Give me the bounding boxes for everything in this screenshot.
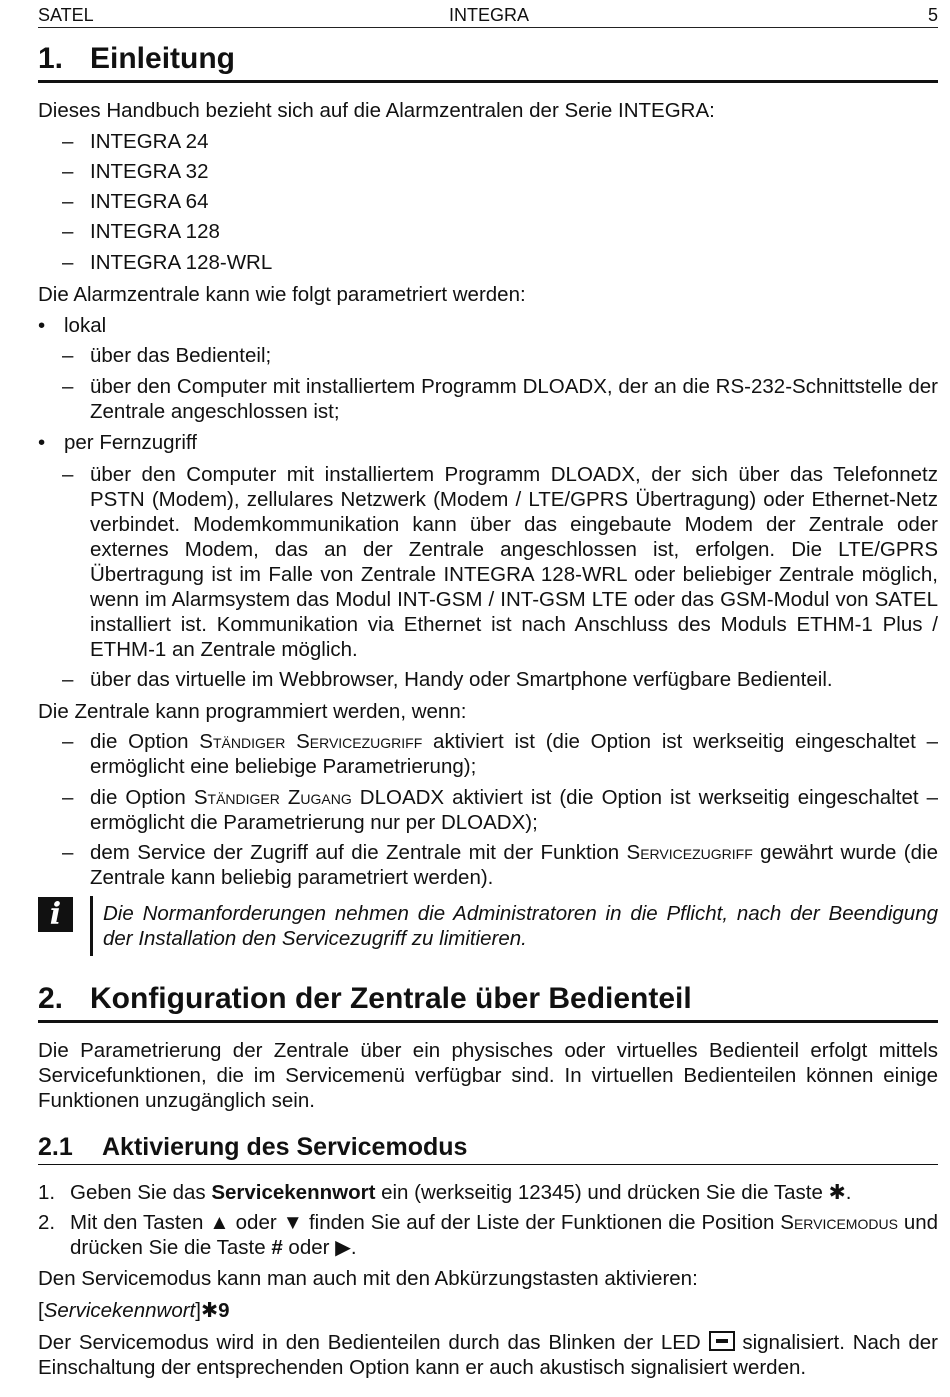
step-number: 1. xyxy=(38,1181,56,1204)
section-2-1-heading xyxy=(38,1132,938,1165)
section-number: 1. xyxy=(38,42,64,75)
led-paragraph: Der Servicemodus wird in den Bedienteilen durch das Blinken der LED signalisiert. Nach der Einschaltung der entsprechenden Option kann er auch akustisch signalisiert werden. xyxy=(38,1331,938,1379)
arrow-down-icon: ▼ xyxy=(282,1211,304,1234)
service-led-icon xyxy=(709,1331,735,1351)
list-item: die Option Ständiger Servicezugriff aktiviert ist (die Option ist werkseitig eingeschaltet – ermöglicht eine beliebige Parametrierung); xyxy=(90,730,938,778)
shortcut-sequence: [Servicekennwort]✱9 xyxy=(38,1299,230,1322)
param-intro: Die Alarmzentrale kann wie folgt parametriert werden: xyxy=(38,283,526,306)
page-header xyxy=(38,5,938,28)
step-2: Mit den Tasten ▲ oder ▼ finden Sie auf der Liste der Funktionen die Position Servicemodus und drücken Sie die Taste # oder ▶. xyxy=(70,1211,939,1259)
list-item: die Option Ständiger Zugang DLOADX aktiviert ist (die Option ist werkseitig eingeschaltet – ermöglicht die Parametrierung nur per DLOADX); xyxy=(90,786,938,834)
section-title: Konfiguration der Zentrale über Bedienteil xyxy=(90,982,692,1015)
section-number: 2. xyxy=(38,982,64,1015)
hash-key-icon: # xyxy=(271,1236,283,1259)
section-2-paragraph: Die Parametrierung der Zentrale über ein physisches oder virtuelles Bedienteil erfolgt mittels Servicefunktionen, die im Servicemenü verfügbar sind. In virtuellen Bedienteilen können einige Funktionen unzugänglich sein. xyxy=(38,1039,938,1112)
info-icon: i xyxy=(38,897,73,932)
list-item: über den Computer mit installiertem Programm DLOADX, der sich über das Telefonnetz PSTN (Modem), zellulares Netzwerk (Modem / LTE/GPRS Übertragung) oder Ethernet-Netz verbindet. Modemkommunikation kann über das eingebaute Modem der Zentrale oder externes Modem, das an der Zentrale angeschlossen ist, erfolgen. Die LTE/GPRS Übertragung ist im Falle von Zentrale INTEGRA 128-WRL oder beliebiger Zentrale möglich, wenn im Alarmsystem das Modul INT-GSM / INT-GSM LTE oder das GSM-Modul von SATEL installiert ist. Kommunikation via Ethernet ist nach Anschluss des Moduls ETHM-1 Plus / ETHM-1 an Zentrale möglich. xyxy=(90,463,938,661)
arrow-up-icon: ▲ xyxy=(209,1211,230,1234)
section-number: 2.1 xyxy=(38,1133,73,1161)
note-divider xyxy=(90,896,93,956)
bullet-local: lokal xyxy=(64,314,107,337)
section-1-heading xyxy=(38,42,938,83)
header-brand: SATEL xyxy=(38,5,94,25)
list-item: INTEGRA 128 xyxy=(90,220,220,243)
prog-intro: Die Zentrale kann programmiert werden, wenn: xyxy=(38,700,467,723)
list-item: INTEGRA 128-WRL xyxy=(90,251,273,274)
list-item: über das virtuelle im Webbrowser, Handy oder Smartphone verfügbare Bedienteil. xyxy=(90,668,833,691)
bullet-remote: per Fernzugriff xyxy=(64,431,197,454)
list-item: über das Bedienteil; xyxy=(90,344,272,367)
list-item: über den Computer mit installiertem Programm DLOADX, der an die RS-232-Schnittstelle der Zentrale angeschlossen ist; xyxy=(90,375,938,423)
star-key-icon: ✱ xyxy=(828,1181,846,1204)
list-item: dem Service der Zugriff auf die Zentrale mit der Funktion Servicezugriff gewährt wurde (die Zentrale kann beliebig parametriert werden). xyxy=(90,841,938,889)
section-title: Aktivierung des Servicemodus xyxy=(102,1133,468,1161)
list-item: INTEGRA 64 xyxy=(90,190,209,213)
list-item: INTEGRA 32 xyxy=(90,160,209,183)
note-text: Die Normanforderungen nehmen die Administratoren in die Pflicht, nach der Beendigung der Installation den Servicezugriff zu limitieren. xyxy=(103,902,938,950)
step-1: Geben Sie das Servicekennwort ein (werkseitig 12345) und drücken Sie die Taste ✱. xyxy=(70,1181,852,1204)
shortcut-intro: Den Servicemodus kann man auch mit den Abkürzungstasten aktivieren: xyxy=(38,1267,698,1290)
page-number: 5 xyxy=(927,5,938,25)
star-key-icon: ✱9 xyxy=(200,1299,230,1322)
section-2-heading xyxy=(38,982,938,1023)
section-title: Einleitung xyxy=(90,42,235,75)
arrow-right-icon: ▶ xyxy=(335,1236,351,1259)
header-product: INTEGRA xyxy=(449,5,530,25)
intro-paragraph: Dieses Handbuch bezieht sich auf die Alarmzentralen der Serie INTEGRA: xyxy=(38,99,715,122)
list-item: INTEGRA 24 xyxy=(90,130,209,153)
step-number: 2. xyxy=(38,1211,56,1234)
